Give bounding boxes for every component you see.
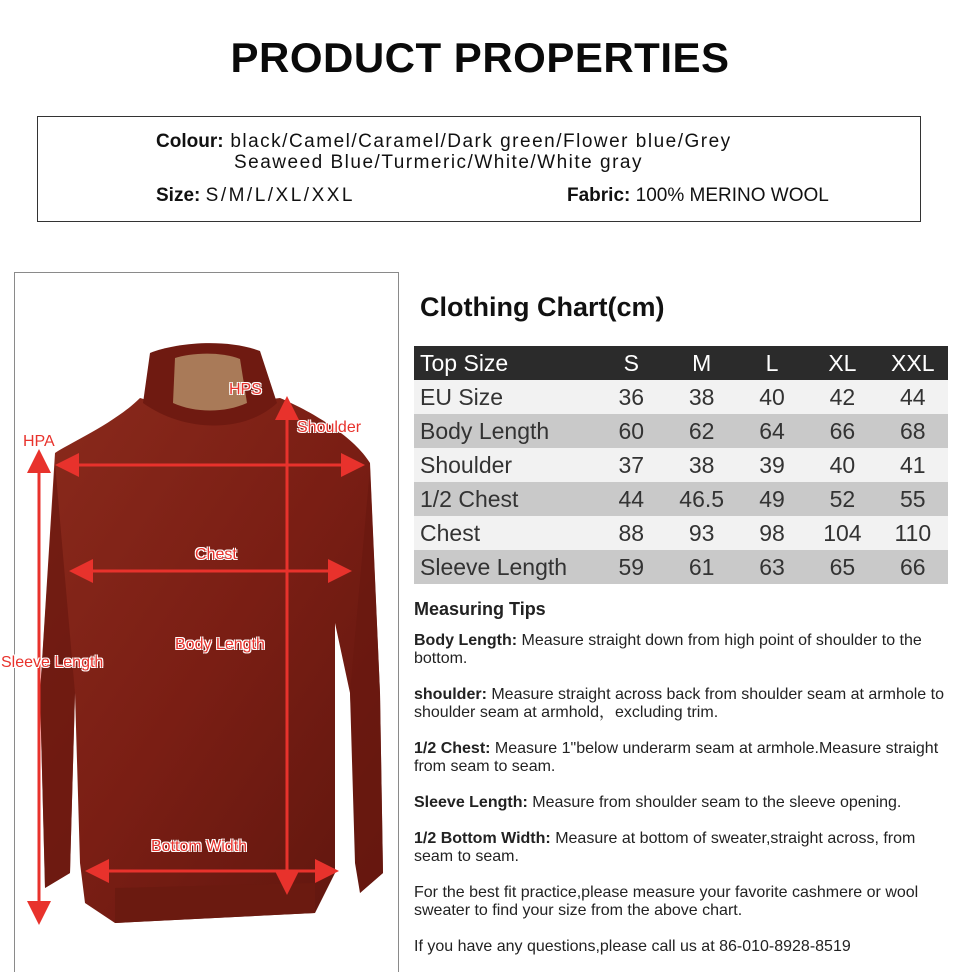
table-cell: 93 [666,516,736,550]
table-cell: 40 [807,448,877,482]
fabric-value: 100% MERINO WOOL [635,185,829,206]
row-label: Chest [414,516,596,550]
fabric-row [567,185,829,207]
table-row [414,482,948,516]
tip-text: Measure straight down from high point of shoulder to the bottom. [414,632,922,667]
size-values: S/M/L/XL/XXL [205,185,355,206]
header-cell: Top Size [414,346,596,380]
hpa-label: HPA [23,433,55,450]
tip-item [414,830,954,866]
table-cell: 66 [878,550,948,584]
table-cell: 64 [737,414,807,448]
row-label: Shoulder [414,448,596,482]
tip-text: Measure 1"below underarm seam at armhole.Measure straight from seam to seam. [414,740,939,775]
header-cell: M [666,346,736,380]
size-chart-table [414,346,948,584]
table-cell: 110 [878,516,948,550]
tip-label: Body Length: [414,632,518,649]
header-cell: L [737,346,807,380]
header-cell: S [596,346,666,380]
shoulder-label: Shoulder [297,419,362,436]
colour-values-line2: Seaweed Blue/Turmeric/White/White gray [234,152,643,173]
tip-text: Measure from shoulder seam to the sleeve opening. [532,794,902,811]
chest-label: Chest [195,546,237,563]
sweater-illustration [15,273,400,973]
table-cell: 44 [878,380,948,414]
size-row [156,185,355,207]
measuring-tips [414,600,954,974]
contact-line: If you have any questions,please call us at 86-010-8928-8519 [414,938,851,955]
tip-item [414,740,954,776]
table-cell: 63 [737,550,807,584]
body-length-label: Body Length [175,636,265,653]
table-row [414,516,948,550]
sweater-measurement-photo [1,272,399,972]
table-cell: 98 [737,516,807,550]
table-cell: 37 [596,448,666,482]
tip-text: Measure at bottom of sweater,straight across, from seam to seam. [414,830,916,865]
table-header-row [414,346,948,380]
table-row [414,414,948,448]
colour-label: Colour: [156,131,224,152]
row-label: EU Size [414,380,596,414]
table-cell: 65 [807,550,877,584]
product-properties-box [37,116,921,222]
measuring-tips-title: Measuring Tips [414,599,546,619]
header-cell: XL [807,346,877,380]
tip-label: 1/2 Bottom Width: [414,830,551,847]
table-cell: 38 [666,448,736,482]
table-cell: 36 [596,380,666,414]
bottom-width-label: Bottom Width [151,838,248,855]
hps-label: HPS [229,381,262,398]
table-cell: 52 [807,482,877,516]
colour-row [156,131,732,153]
table-cell: 62 [666,414,736,448]
table-cell: 88 [596,516,666,550]
row-label: 1/2 Chest [414,482,596,516]
tip-label: 1/2 Chest: [414,740,491,757]
size-label: Size: [156,185,201,206]
tip-item [414,686,954,722]
colour-values-line1: black/Camel/Caramel/Dark green/Flower blue/Grey [230,131,732,152]
tip-text: Measure straight across back from shoulder seam at armhole to shoulder seam at armhold，excluding trim. [414,686,944,721]
table-cell: 42 [807,380,877,414]
row-label: Sleeve Length [414,550,596,584]
tip-label: Sleeve Length: [414,794,528,811]
clothing-chart-title: Clothing Chart(cm) [420,292,665,322]
page-title: PRODUCT PROPERTIES [230,34,730,81]
table-cell: 49 [737,482,807,516]
table-cell: 60 [596,414,666,448]
table-cell: 68 [878,414,948,448]
tip-label: shoulder: [414,686,487,703]
table-cell: 59 [596,550,666,584]
tip-item [414,794,954,812]
table-cell: 66 [807,414,877,448]
table-cell: 46.5 [666,482,736,516]
table-cell: 40 [737,380,807,414]
table-cell: 38 [666,380,736,414]
fit-note: For the best fit practice,please measure your favorite cashmere or wool sweater to find your size from the above chart. [414,884,919,919]
table-cell: 41 [878,448,948,482]
table-cell: 39 [737,448,807,482]
row-label: Body Length [414,414,596,448]
table-cell: 55 [878,482,948,516]
tip-item [414,632,954,668]
header-cell: XXL [878,346,948,380]
table-row [414,380,948,414]
fabric-label: Fabric: [567,185,631,206]
table-row [414,550,948,584]
hem-ribbing [115,883,315,923]
table-row [414,448,948,482]
sleeve-length-label: Sleeve Length [1,654,104,671]
table-cell: 44 [596,482,666,516]
table-cell: 104 [807,516,877,550]
table-cell: 61 [666,550,736,584]
